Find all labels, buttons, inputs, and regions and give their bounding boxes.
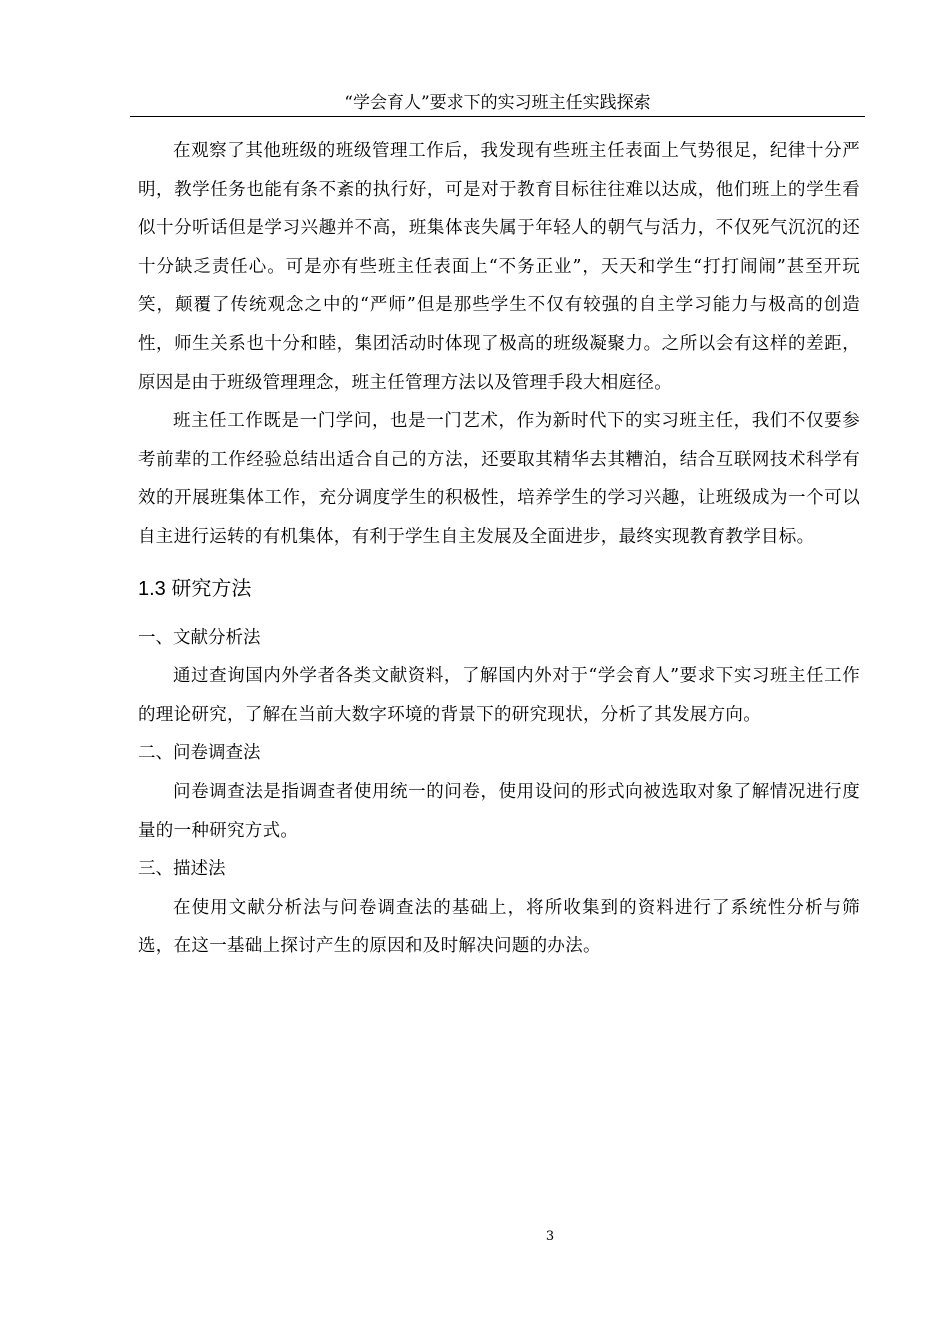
method-3-paragraph: 在使用文献分析法与问卷调查法的基础上，将所收集到的资料进行了系统性分析与筛选，在这一基础上探讨产生的原因和及时解决问题的办法。 <box>138 897 860 957</box>
body-paragraph-2: 班主任工作既是一门学问，也是一门艺术，作为新时代下的实习班主任，我们不仅要参考前辈的工作经验总结出适合自己的方法，还要取其精华去其糟泊，结合互联网技术科学有效的开展班集体工作，充分调度学生的积极性，培养学生的学习兴趣，让班级成为一个可以自主进行运转的有机集体，有利于学生自主发展及全面进步，最终实现教育教学目标。 <box>138 411 860 547</box>
method-2-paragraph: 问卷调查法是指调查者使用统一的问卷，使用设问的形式向被选取对象了解情况进行度量的一种研究方式。 <box>138 781 860 841</box>
page-number: 3 <box>545 1229 555 1244</box>
header-divider <box>130 116 865 117</box>
method-3-heading: 三、描述法 <box>138 859 226 880</box>
page-body <box>138 132 860 966</box>
method-1-paragraph: 通过查询国内外学者各类文献资料，了解国内外对于“学会育人”要求下实习班主任工作的理论研究，了解在当前大数字环境的背景下的研究现状，分析了其发展方向。 <box>138 666 860 725</box>
method-2-heading: 二、问卷调查法 <box>138 743 261 764</box>
body-paragraph-1: 在观察了其他班级的班级管理工作后，我发现有些班主任表面上气势很足，纪律十分严明，教学任务也能有条不紊的执行好，可是对于教育目标往往难以达成，他们班上的学生看似十分听话但是学习兴趣并不高，班集体丧失属于年轻人的朝气与活力，不仅死气沉沉的还十分缺乏责任心。可是亦有些班主任表面上“不务正业”，天天和学生“打打闹闹”甚至开玩笑，颠覆了传统观念之中的“严师”但是那些学生不仅有较强的自主学习能力与极高的创造性，师生关系也十分和睦，集团活动时体现了极高的班级凝聚力。之所以会有这样的差距，原因是由于班级管理理念，班主任管理方法以及管理手段大相庭径。 <box>138 141 860 393</box>
method-1-heading: 一、文献分析法 <box>138 627 261 648</box>
section-heading: 1.3 研究方法 <box>138 577 252 600</box>
running-header-title: “学会育人”要求下的实习班主任实践探索 <box>344 93 651 113</box>
